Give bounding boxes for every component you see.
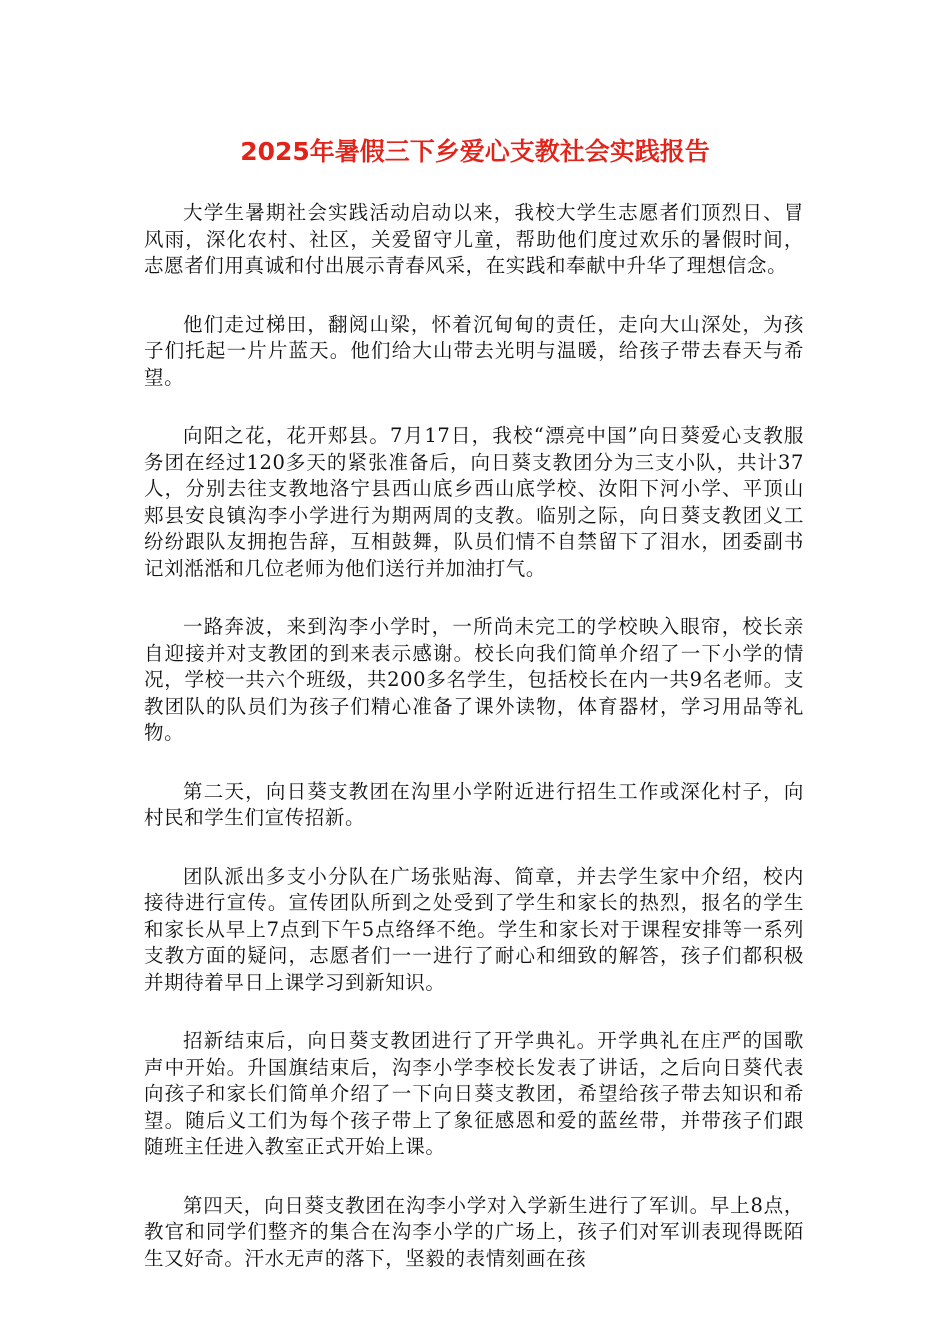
- document-title: 2025年暑假三下乡爱心支教社会实践报告: [240, 137, 710, 166]
- paragraph-1: 大学生暑期社会实践活动启动以来，我校大学生志愿者们顶烈日、冒风雨，深化农村、社区，关爱留守儿童，帮助他们度过欢乐的暑假时间，志愿者们用真诚和付出展示青春风采，在实践和奉献中升华了理想信念。: [144, 201, 804, 277]
- document-body: [144, 200, 804, 1304]
- paragraph-2: 他们走过梯田，翻阅山梁，怀着沉甸甸的责任，走向大山深处，为孩子们托起一片片蓝天。他们给大山带去光明与温暖，给孩子带去春天与希望。: [144, 312, 804, 389]
- paragraph-7: 招新结束后，向日葵支教团进行了开学典礼。开学典礼在庄严的国歌声中开始。升国旗结束后，沟李小学李校长发表了讲话，之后向日葵代表向孩子和家长们简单介绍了一下向日葵支教团，希望给孩子带去知识和希望。随后义工们为每个孩子带上了象征感恩和爱的蓝丝带，并带孩子们跟随班主任进入教室正式开始上课。: [144, 1029, 804, 1158]
- paragraph-3: 向阳之花，花开郏县。7月17日，我校“漂亮中国”向日葵爱心支教服务团在经过120多天的紧张准备后，向日葵支教团分为三支小队，共计37人，分别去往支教地洛宁县西山底乡西山底学校、汝阳下河小学、平顶山郏县安良镇沟李小学进行为期两周的支教。临别之际，向日葵支教团义工纷纷跟队友拥抱告辞，互相鼓舞，队员们情不自禁留下了泪水，团委副书记刘湉湉和几位老师为他们送行并加油打气。: [144, 424, 804, 580]
- paragraph-6: 团队派出多支小分队在广场张贴海、简章，并去学生家中介绍，校内接待进行宣传。宣传团队所到之处受到了学生和家长的热烈，报名的学生和家长从早上7点到下午5点络绎不绝。学生和家长对于课程安排等一系列支教方面的疑问，志愿者们一一进行了耐心和细致的解答，孩子们都积极并期待着早日上课学习到新知识。: [144, 864, 804, 994]
- paragraph-4: 一路奔波，来到沟李小学时，一所尚未完工的学校映入眼帘，校长亲自迎接并对支教团的到来表示感谢。校长向我们简单介绍了一下小学的情况，学校一共六个班级，共200多名学生，包括校长在内一共9名老师。支教团队的队员们为孩子们精心准备了课外读物，体育器材，学习用品等礼物。: [144, 615, 804, 744]
- paragraph-8: 第四天，向日葵支教团在沟李小学对入学新生进行了军训。早上8点，教官和同学们整齐的集合在沟李小学的广场上，孩子们对军训表现得既陌生又好奇。汗水无声的落下，坚毅的表情刻画在孩: [144, 1193, 804, 1270]
- paragraph-5: 第二天，向日葵支教团在沟里小学附近进行招生工作或深化村子，向村民和学生们宣传招新。: [144, 779, 804, 829]
